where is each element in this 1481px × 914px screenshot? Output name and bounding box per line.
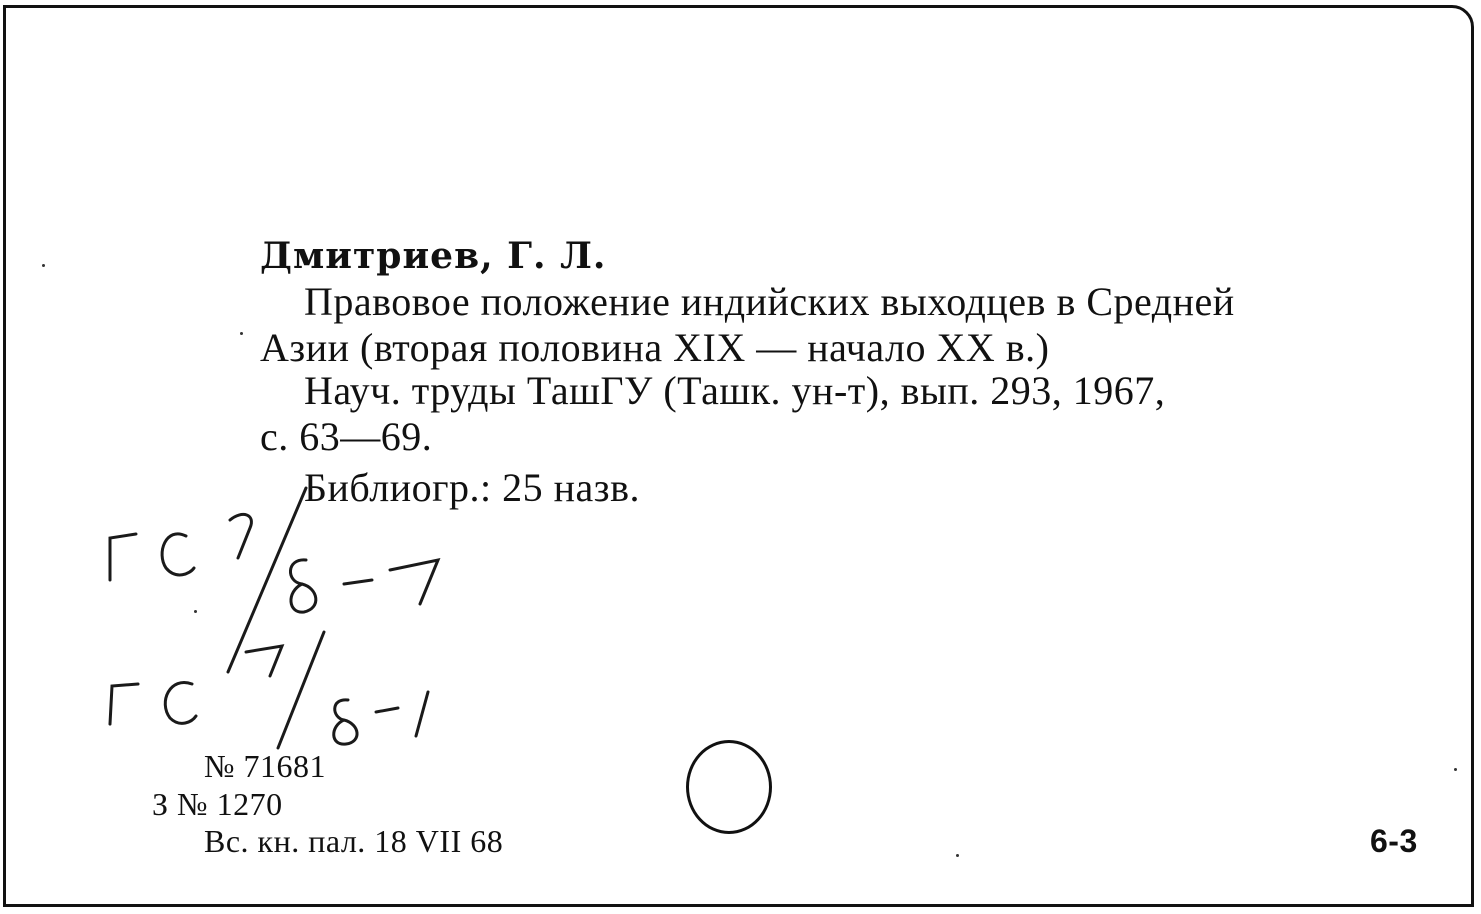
speck <box>956 854 959 857</box>
handwritten-shelf-marks <box>6 8 1471 904</box>
speck <box>194 610 197 613</box>
card-code: 6-3 <box>1370 823 1418 859</box>
hand-dash-1 <box>344 580 372 584</box>
title-line-1: Правовое положение индийских выходцев в Средней <box>304 279 1235 324</box>
title-line-2: Азии (вторая половина XIX — начало XX в.) <box>260 325 1050 370</box>
hand-digit-7-1 <box>230 514 251 558</box>
speck <box>240 332 243 335</box>
hand-letter-g-2 <box>110 684 138 724</box>
order-number: З № 1270 <box>152 786 283 822</box>
catalog-card <box>3 5 1474 907</box>
record-number: № 71681 <box>204 748 327 784</box>
source-line-1: Науч. труды ТашГУ (Ташк. ун-т), вып. 293, 1967, <box>304 368 1166 413</box>
speck <box>42 264 45 267</box>
hand-digit-1-2 <box>416 692 428 736</box>
hand-letter-s-2 <box>165 683 196 724</box>
hand-dash-2 <box>376 708 398 712</box>
hand-letter-g-1 <box>110 534 136 580</box>
publisher-note: Вс. кн. пал. 18 VII 68 <box>204 823 504 859</box>
source-line-2: с. 63—69. <box>260 414 433 459</box>
hand-digit-7-1b <box>390 560 438 604</box>
hand-digit-8-2 <box>334 700 357 744</box>
hand-digit-7-2 <box>246 646 282 676</box>
author-heading: Дмитриев, Г. Л. <box>260 235 607 277</box>
hand-letter-s-1 <box>162 534 194 575</box>
hand-slash-2 <box>278 632 324 748</box>
bibliography-note: Библиогр.: 25 назв. <box>304 465 640 510</box>
speck <box>1454 768 1457 771</box>
hand-digit-8-1 <box>290 560 315 612</box>
